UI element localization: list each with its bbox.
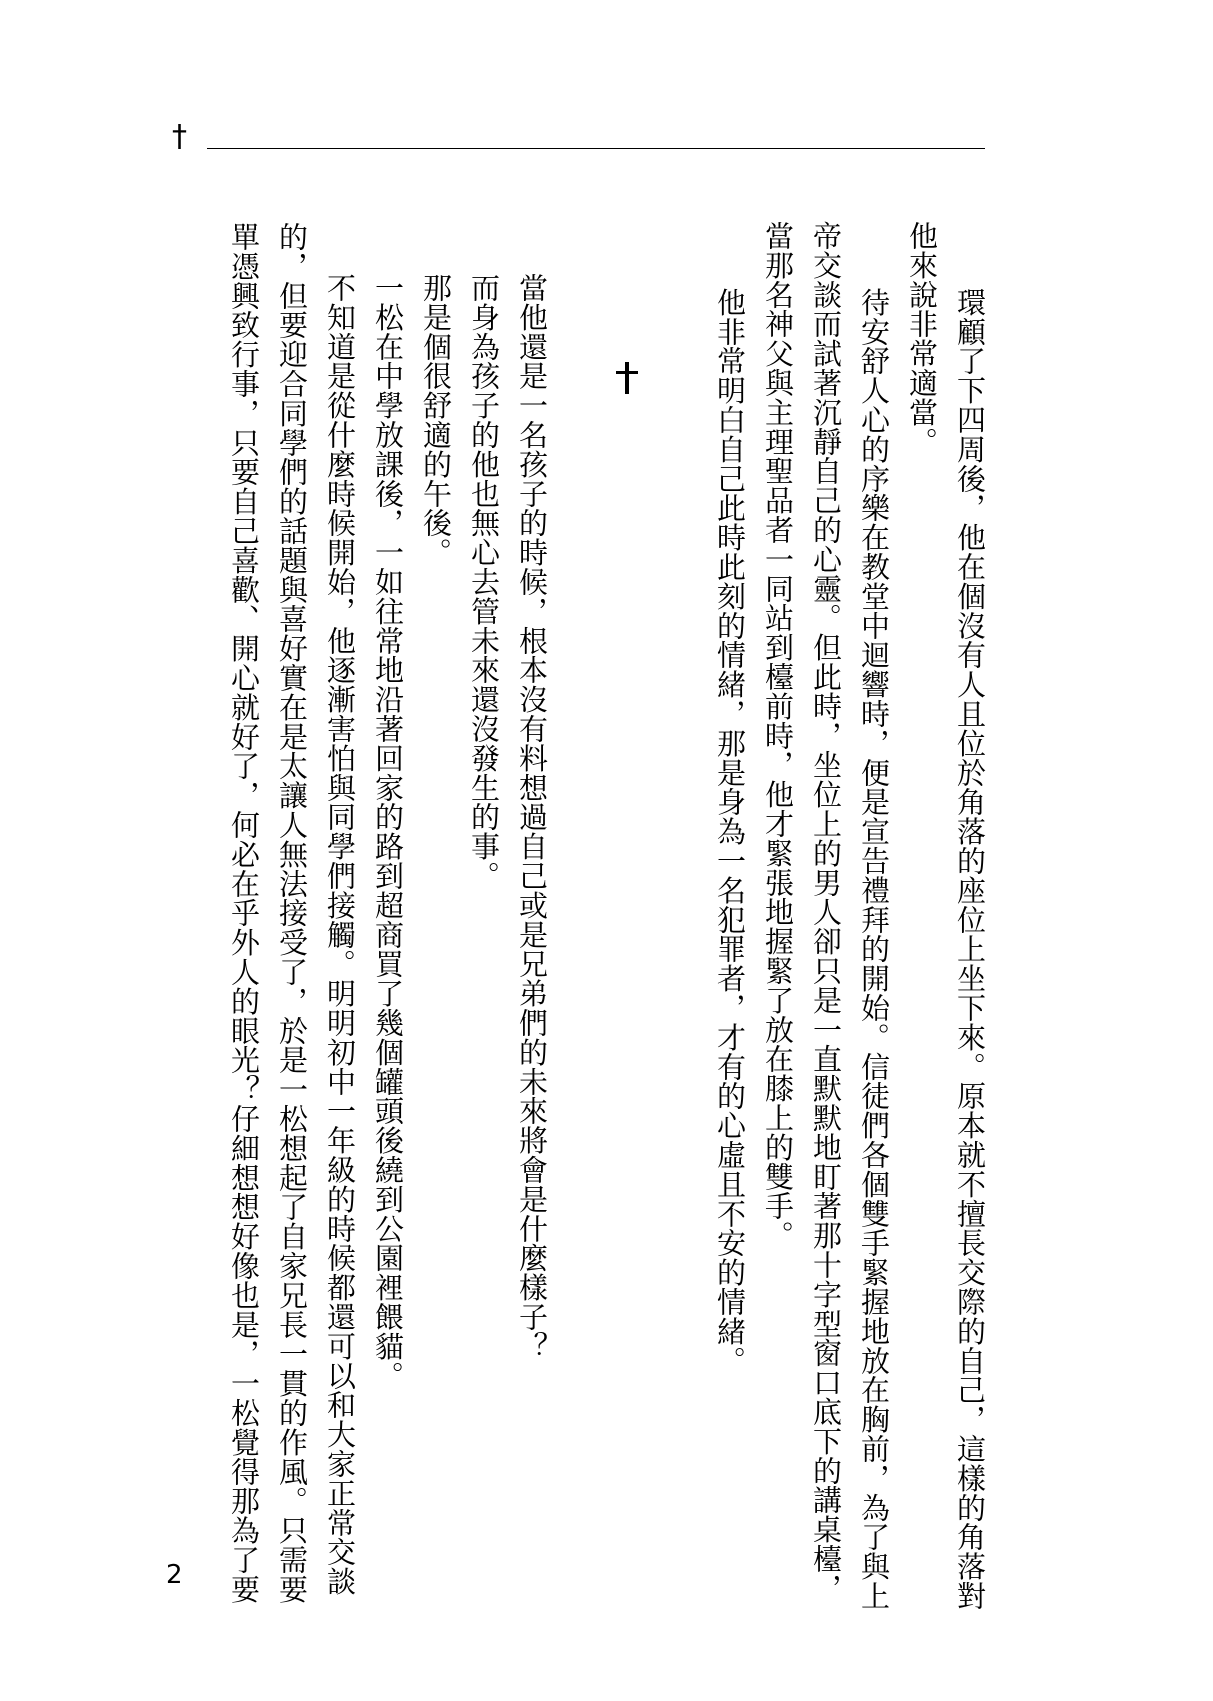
text-column-5: 當那名神父與主理聖品者一同站到檯前時，他才緊張地握緊了放在膝上的雙手。 (761, 221, 795, 1250)
header-rule (207, 148, 985, 149)
text-column-12: 的，但要迎合同學們的話題與喜好實在是太讓人無法接受了，於是一松想起了自家兄長一貫的作風。只需要 (275, 222, 309, 1604)
text-column-11: 不知道是從什麼時候開始，他逐漸害怕與同學們接觸。明明初中一年級的時候都還可以和大家正常交談 (323, 273, 357, 1596)
header-cross-mark: † (172, 119, 187, 154)
text-column-13: 單憑興致行事，只要自己喜歡、開心就好了，何必在乎外人的眼光？仔細想想好像也是，一松覺得那為了要 (227, 222, 261, 1604)
section-break-cross (614, 362, 640, 394)
text-column-9: 那是個很舒適的午後。 (419, 273, 453, 567)
text-column-1: 環顧了下四周後，他在個沒有人且位於角落的座位上坐下來。原本就不擅長交際的自己，這樣的角落對 (953, 258, 987, 1611)
text-column-10: 一松在中學放課後，一如往常地沿著回家的路到超商買了幾個罐頭後繞到公園裡餵貓。 (371, 273, 405, 1391)
page-number: 2 (166, 1560, 183, 1590)
text-column-4: 帝交談而試著沉靜自己的心靈。但此時，坐位上的男人卻只是一直默默地盯著那十字型窗口底下的講桌檯， (809, 221, 843, 1603)
text-column-7: 當他還是一名孩子的時候，根本沒有料想過自己或是兄弟們的未來將會是什麼樣子？ (515, 273, 549, 1361)
text-column-2: 他來說非常適當。 (905, 221, 939, 457)
text-column-3: 待安舒人心的序樂在教堂中迴響時，便是宣告禮拜的開始。信徒們各個雙手緊握地放在胸前，為了與上 (857, 258, 891, 1611)
text-column-6: 他非常明白自己此時此刻的情緒，那是身為一名犯罪者，才有的心虛且不安的情緒。 (713, 258, 747, 1376)
text-column-8: 而身為孩子的他也無心去管未來還沒發生的事。 (467, 273, 501, 891)
